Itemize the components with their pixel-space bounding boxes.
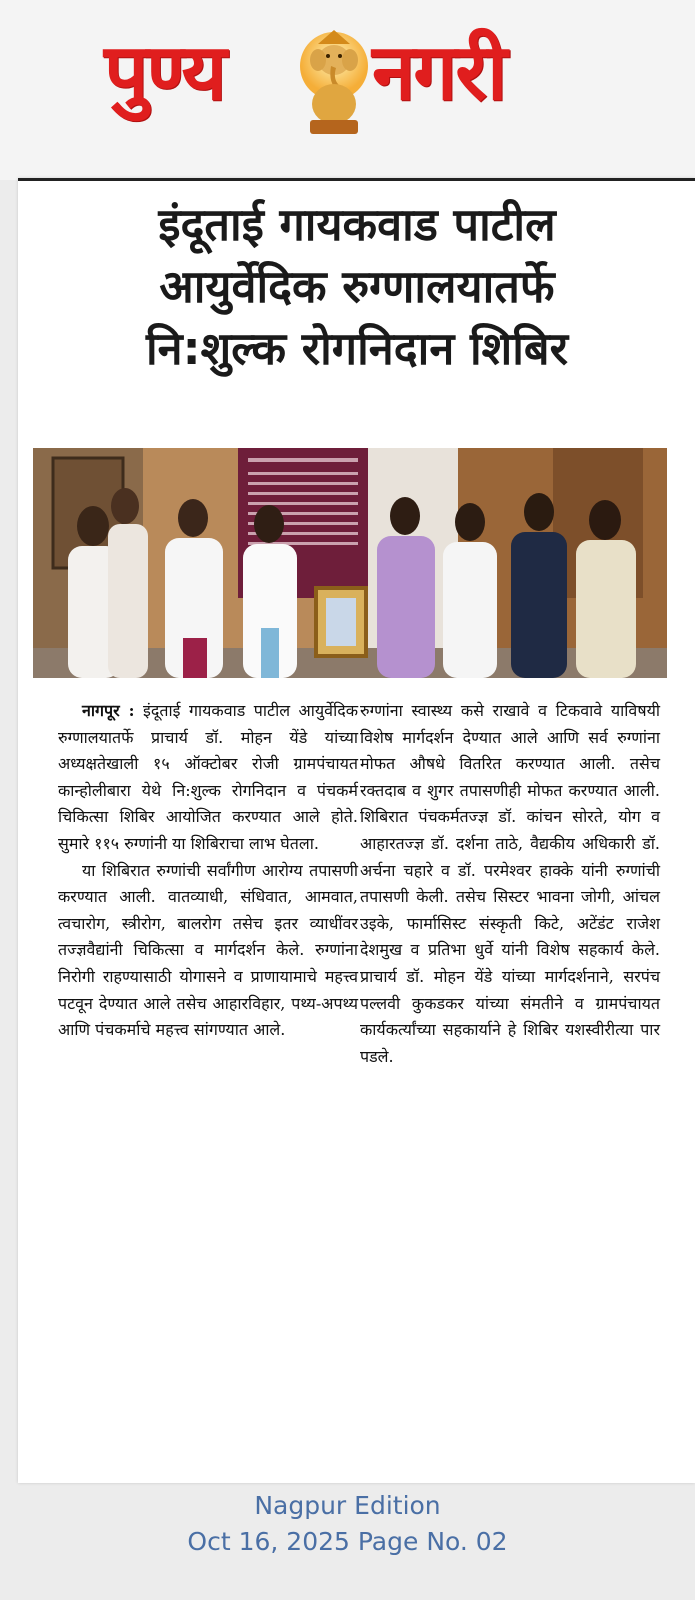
- headline-line-1: इंदूताई गायकवाड पाटील: [158, 198, 556, 251]
- article-column-right: [360, 698, 660, 1070]
- headline-line-2: आयुर्वेदिक रुग्णालयातर्फे: [159, 260, 555, 313]
- article-column-left: [58, 698, 358, 1044]
- headline: [32, 194, 682, 380]
- headline-line-3: नि:शुल्क रोगनिदान शिबिर: [146, 322, 568, 375]
- paragraph-3: रुग्णांना स्वास्थ्य कसे राखावे व टिकवावे याविषयी विशेष मार्गदर्शन देण्यात आले आणि सर्व रुग्णांना मोफत औषधे वितरित करण्यात आली. तसेच रक्तदाब व शुगर तपासणीही मोफत करण्यात आली. शिबिरात पंचकर्मतज्ज्ञ डॉ. कांचन सोरते, योग व आहारतज्ज्ञ डॉ. दर्शना ताठे, वैद्यकीय अधिकारी डॉ. अर्चना चहारे व डॉ. परमेश्वर हाक्के यांनी रुग्णांची तपासणी केली. तसेच सिस्टर भावना जोगी, आंचल उइके, फार्मासिस्ट संस्कृती किटे, अटेंडंट राजेश देशमुख व प्रतिभा धुर्वे यांनी विशेष सहकार्य केले. प्राचार्य डॉ. मोहन येंडे यांच्या मार्गदर्शनाने, सरपंच पल्लवी कुकडकर यांच्या संमतीने व ग्रामपंचायत कार्यकर्त्यांच्या सहकार्याने हे शिबिर यशस्वीरीत्या पार पडले.: [360, 701, 660, 1066]
- top-rule: [18, 178, 695, 181]
- paragraph-1: इंदूताई गायकवाड पाटील आयुर्वेदिक रुग्णालयातर्फे प्राचार्य डॉ. मोहन येंडे यांच्या अध्यक्षतेखाली १५ ऑक्टोबर रोजी ग्रामपंचायत कान्होलीबारा येथे नि:शुल्क रोगनिदान व पंचकर्म चिकित्सा शिबिर आयोजित करण्यात आले होते. सुमारे ११५ रुग्णांनी या शिबिराचा लाभ घेतला.: [58, 701, 359, 853]
- edition-footer: [0, 1488, 695, 1560]
- masthead-title-left: पुण्य: [104, 28, 225, 118]
- dateline: नागपूर :: [82, 701, 135, 720]
- edition-name: Nagpur Edition: [254, 1491, 441, 1520]
- ganesh-logo-icon: [298, 26, 370, 138]
- news-article: [18, 178, 695, 1483]
- edition-date-page: Oct 16, 2025 Page No. 02: [187, 1527, 508, 1556]
- group-photo: [33, 448, 667, 678]
- paragraph-2: या शिबिरात रुग्णांची सर्वांगीण आरोग्य तपासणी करण्यात आली. वातव्याधी, संधिवात, आमवात, त्वचारोग, स्त्रीरोग, बालरोग तसेच इतर व्याधींवर तज्ज्ञवैद्यांनी चिकित्सा व मार्गदर्शन केले. रुग्णांना निरोगी राहण्यासाठी योगासने व प्राणायामाचे महत्त्व पटवून देण्यात आले तसेच आहारविहार, पथ्य-अपथ्य आणि पंचकर्माचे महत्त्व सांगण्यात आले.: [58, 860, 358, 1040]
- masthead-title-right: नगरी: [372, 28, 506, 118]
- masthead: [0, 0, 695, 180]
